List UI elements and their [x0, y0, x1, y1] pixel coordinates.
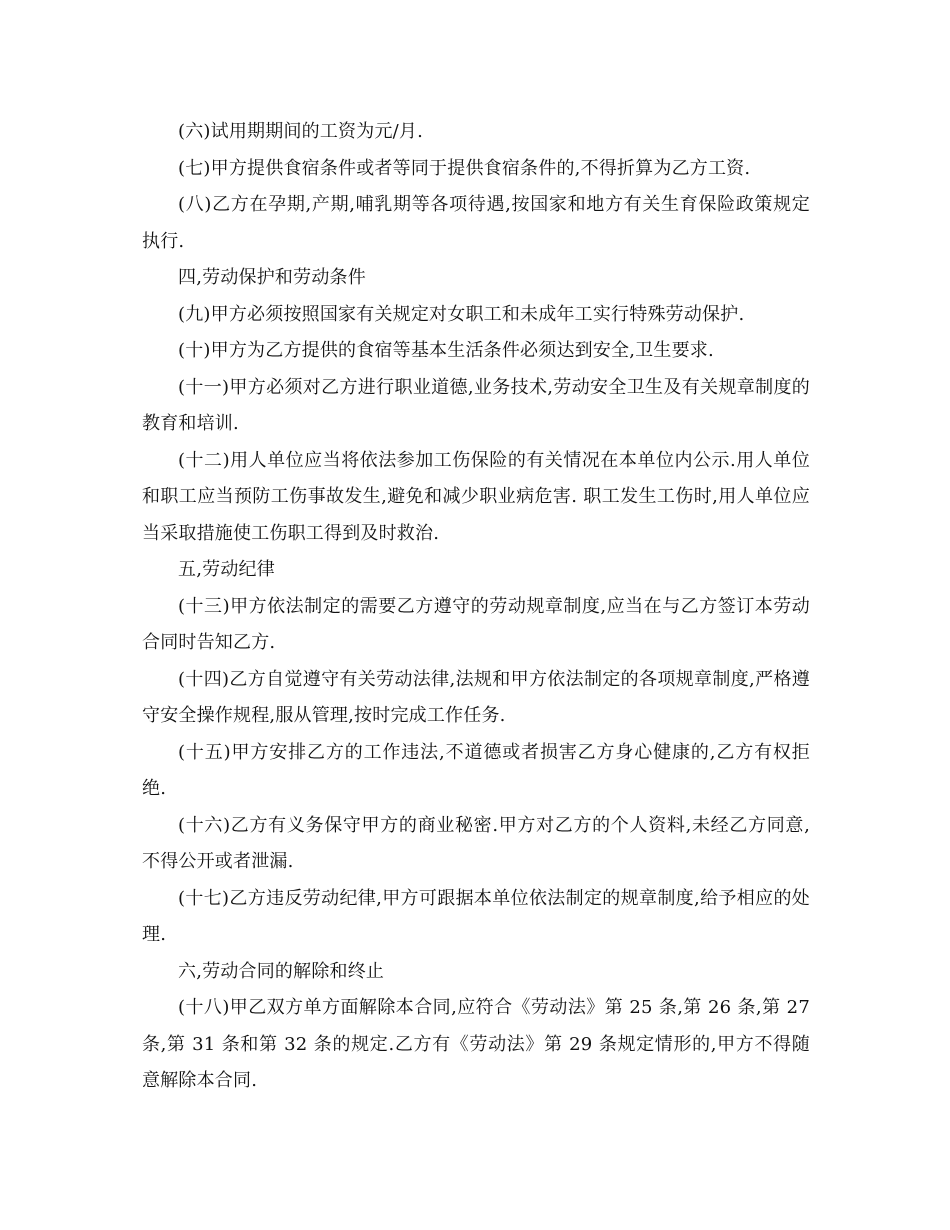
clause-14-compliance: (十四)乙方自觉遵守有关劳动法律,法规和甲方依法制定的各项规章制度,严格遵守安全操作规程,服从管理,按时完成工作任务.	[142, 668, 810, 726]
section-5-heading: 五,劳动纪律	[178, 559, 275, 580]
clause-9-special-protection: (九)甲方必须按照国家有关规定对女职工和未成年工实行特殊劳动保护.	[178, 303, 745, 325]
clause-11-training: (十一)甲方必须对乙方进行职业道德,业务技术,劳动安全卫生及有关规章制度的教育和培训.	[142, 376, 810, 434]
clause-10-living-conditions: (十)甲方为乙方提供的食宿等基本生活条件必须达到安全,卫生要求.	[178, 340, 714, 361]
clause-18-termination: (十八)甲乙双方单方面解除本合同,应符合《劳动法》第 25 条,第 26 条,第 27 条,第 31 条和第 32 条的规定.乙方有《劳动法》第 29 条规定情形的,甲方不得随意解除本合同.	[142, 997, 810, 1091]
clause-12-injury-insurance: (十二)用人单位应当将依法参加工伤保险的有关情况在本单位内公示.用人单位和职工应当预防工伤事故发生,避免和减少职业病危害. 职工发生工伤时,用人单位应当采取措施使工伤职工得到及时救治.	[142, 449, 810, 544]
section-6-heading: 六,劳动合同的解除和终止	[178, 960, 385, 982]
clause-15-right-to-refuse: (十五)甲方安排乙方的工作违法,不道德或者损害乙方身心健康的,乙方有权拒绝.	[142, 741, 810, 799]
clause-8-maternity: (八)乙方在孕期,产期,哺乳期等各项待遇,按国家和地方有关生育保险政策规定执行.	[142, 194, 810, 252]
section-4-heading: 四,劳动保护和劳动条件	[178, 267, 366, 288]
clause-17-discipline: (十七)乙方违反劳动纪律,甲方可跟据本单位依法制定的规章制度,给予相应的处理.	[142, 887, 810, 945]
clause-16-confidentiality: (十六)乙方有义务保守甲方的商业秘密.甲方对乙方的个人资料,未经乙方同意,不得公开或者泄漏.	[142, 814, 810, 872]
clause-13-rules-notice: (十三)甲方依法制定的需要乙方遵守的劳动规章制度,应当在与乙方签订本劳动合同时告知乙方.	[142, 595, 810, 653]
clause-6-probation-wage: (六)试用期期间的工资为元/月.	[178, 121, 424, 142]
clause-7-room-board: (七)甲方提供食宿条件或者等同于提供食宿条件的,不得折算为乙方工资.	[178, 157, 751, 179]
document-body	[142, 114, 810, 1100]
